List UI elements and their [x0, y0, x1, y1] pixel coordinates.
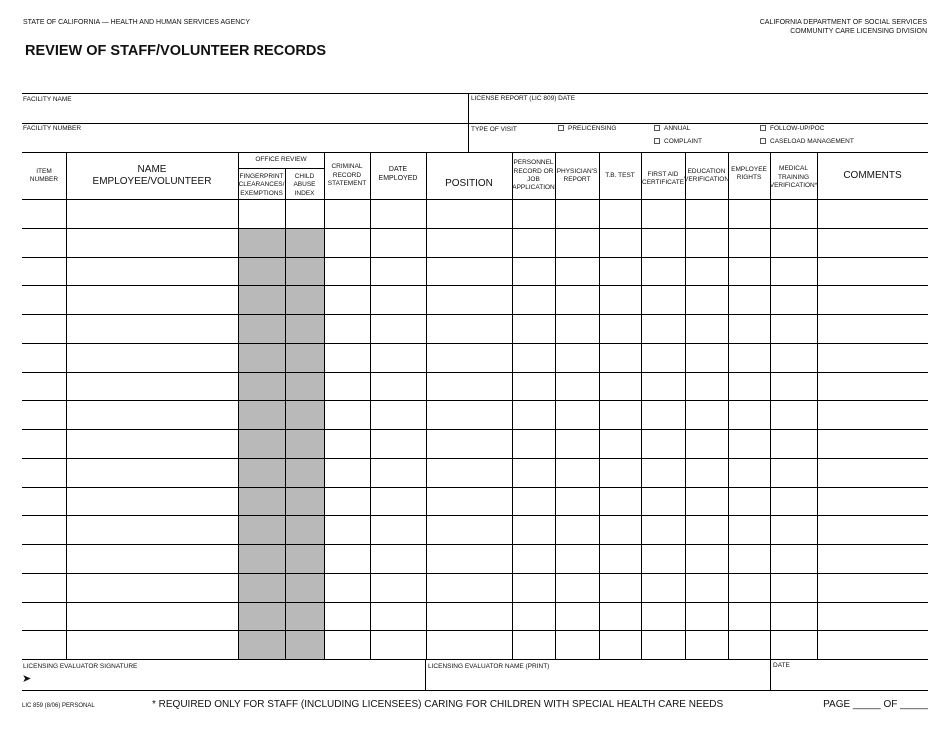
table-cell[interactable] — [600, 574, 640, 601]
table-cell[interactable] — [818, 229, 927, 256]
table-cell[interactable] — [642, 545, 684, 572]
table-cell[interactable] — [771, 574, 816, 601]
table-cell[interactable] — [371, 488, 425, 515]
table-cell[interactable] — [600, 401, 640, 428]
visit-caseload[interactable] — [760, 138, 854, 146]
table-cell[interactable] — [23, 430, 65, 457]
table-cell[interactable] — [729, 229, 769, 256]
table-cell[interactable] — [513, 229, 554, 256]
table-cell[interactable] — [556, 286, 598, 313]
table-cell[interactable] — [600, 258, 640, 285]
table-cell[interactable] — [427, 574, 511, 601]
table-cell[interactable] — [371, 315, 425, 342]
table-cell[interactable] — [600, 315, 640, 342]
table-cell[interactable] — [23, 488, 65, 515]
table-cell[interactable] — [818, 574, 927, 601]
table-cell[interactable] — [513, 545, 554, 572]
col-tb-test: T.B. TEST — [605, 171, 635, 179]
form-id: LIC 859 (8/06) PERSONAL — [22, 703, 95, 709]
table-cell[interactable] — [729, 401, 769, 428]
page-title: REVIEW OF STAFF/VOLUNTEER RECORDS — [25, 43, 327, 59]
table-cell[interactable] — [325, 229, 369, 256]
checkbox-prelicensing[interactable] — [558, 125, 564, 131]
table-cell[interactable] — [23, 459, 65, 486]
table-cell[interactable] — [325, 459, 369, 486]
col-criminal-record: CRIMINAL RECORD STATEMENT — [327, 163, 367, 188]
table-cell[interactable] — [600, 488, 640, 515]
table-cell[interactable] — [729, 488, 769, 515]
col-medical-training: MEDICAL TRAINING VERIFICATION* — [769, 165, 818, 190]
table-cell[interactable] — [556, 430, 598, 457]
table-cell[interactable] — [729, 574, 769, 601]
info-divider — [468, 93, 469, 152]
table-cell[interactable] — [513, 200, 554, 227]
visit-follow-up[interactable] — [760, 125, 824, 133]
department-label: CALIFORNIA DEPARTMENT OF SOCIAL SERVICES — [759, 19, 927, 26]
table-cell[interactable] — [67, 516, 237, 543]
table-cell[interactable] — [371, 516, 425, 543]
table-cell[interactable] — [556, 516, 598, 543]
table-cell[interactable] — [600, 430, 640, 457]
table-cell[interactable] — [729, 286, 769, 313]
table-cell[interactable] — [325, 401, 369, 428]
table-cell[interactable] — [371, 401, 425, 428]
table-cell[interactable] — [729, 459, 769, 486]
table-cell[interactable] — [686, 488, 727, 515]
table-cell[interactable] — [600, 545, 640, 572]
table-cell[interactable] — [325, 344, 369, 371]
table-cell[interactable] — [556, 401, 598, 428]
table-cell[interactable] — [729, 373, 769, 400]
table-cell[interactable] — [23, 229, 65, 256]
name-print-label: LICENSING EVALUATOR NAME (PRINT) — [428, 663, 550, 670]
col-first-aid: FIRST AID CERTIFICATE — [642, 170, 685, 186]
table-cell[interactable] — [686, 315, 727, 342]
table-cell[interactable] — [67, 603, 237, 630]
visit-complaint-label: COMPLAINT — [664, 138, 702, 145]
visit-caseload-label: CASELOAD MANAGEMENT — [770, 138, 854, 145]
table-cell[interactable] — [600, 200, 640, 227]
table-cell[interactable] — [729, 315, 769, 342]
table-cell[interactable] — [23, 401, 65, 428]
col-item-number: ITEM NUMBER — [29, 167, 59, 183]
table-cell[interactable] — [818, 430, 927, 457]
table-cell[interactable] — [427, 516, 511, 543]
checkbox-complaint[interactable] — [654, 138, 660, 144]
table-cell[interactable] — [325, 574, 369, 601]
table-cell[interactable] — [556, 631, 598, 658]
table-cell[interactable] — [686, 574, 727, 601]
table-cell[interactable] — [513, 258, 554, 285]
signature-field[interactable] — [36, 672, 422, 688]
table-cell[interactable] — [686, 229, 727, 256]
table-cell[interactable] — [427, 286, 511, 313]
table-cell[interactable] — [371, 459, 425, 486]
table-cell[interactable] — [818, 373, 927, 400]
table-cell[interactable] — [729, 545, 769, 572]
table-cell[interactable] — [729, 430, 769, 457]
col-education: EDUCATION VERIFICATION — [684, 167, 730, 183]
col-date-employed: DATE EMPLOYED — [378, 165, 418, 182]
table-cell[interactable] — [556, 229, 598, 256]
table-cell[interactable] — [686, 373, 727, 400]
table-cell[interactable] — [556, 603, 598, 630]
table-cell[interactable] — [771, 488, 816, 515]
table-cell[interactable] — [427, 258, 511, 285]
table-cell[interactable] — [556, 344, 598, 371]
table-cell[interactable] — [427, 459, 511, 486]
table-cell[interactable] — [325, 430, 369, 457]
table-cell[interactable] — [818, 631, 927, 658]
table-cell[interactable] — [818, 488, 927, 515]
table-cell[interactable] — [371, 545, 425, 572]
table-cell[interactable] — [556, 200, 598, 227]
table-cell[interactable] — [371, 229, 425, 256]
table-cell[interactable] — [600, 229, 640, 256]
table-cell[interactable] — [642, 574, 684, 601]
visit-prelicensing[interactable] — [558, 125, 616, 133]
table-cell[interactable] — [771, 373, 816, 400]
type-of-visit-label: TYPE OF VISIT — [471, 126, 517, 133]
table-cell[interactable] — [427, 430, 511, 457]
visit-complaint[interactable] — [654, 138, 702, 146]
table-cell[interactable] — [67, 286, 237, 313]
table-cell[interactable] — [371, 344, 425, 371]
table-cell[interactable] — [67, 344, 237, 371]
table-cell[interactable] — [600, 344, 640, 371]
table-cell[interactable] — [556, 459, 598, 486]
table-cell[interactable] — [371, 430, 425, 457]
table-cell[interactable] — [371, 373, 425, 400]
table-cell[interactable] — [729, 200, 769, 227]
facility-number-label: FACILITY NUMBER — [23, 125, 82, 132]
table-cell[interactable] — [771, 459, 816, 486]
table-cell[interactable] — [371, 258, 425, 285]
table-cell[interactable] — [325, 373, 369, 400]
table-cell[interactable] — [642, 401, 684, 428]
table-cell[interactable] — [325, 516, 369, 543]
col-name — [66, 153, 238, 199]
table-cell[interactable] — [729, 344, 769, 371]
table-cell[interactable] — [771, 631, 816, 658]
office-review-rule — [238, 168, 324, 169]
table-cell[interactable] — [513, 488, 554, 515]
table-cell[interactable] — [325, 631, 369, 658]
date-field[interactable] — [773, 672, 926, 688]
table-cell[interactable] — [556, 545, 598, 572]
checkbox-follow-up[interactable] — [760, 125, 766, 131]
license-report-date-field[interactable] — [471, 105, 926, 121]
table-cell[interactable] — [23, 603, 65, 630]
table-cell[interactable] — [818, 344, 927, 371]
table-cell[interactable] — [427, 603, 511, 630]
table-cell[interactable] — [513, 430, 554, 457]
table-cell[interactable] — [686, 401, 727, 428]
table-cell[interactable] — [371, 631, 425, 658]
table-cell[interactable] — [642, 258, 684, 285]
table-cell[interactable] — [513, 631, 554, 658]
table-cell[interactable] — [600, 373, 640, 400]
table-cell[interactable] — [513, 401, 554, 428]
table-cell[interactable] — [67, 430, 237, 457]
footer-divider — [770, 659, 771, 690]
table-cell[interactable] — [771, 258, 816, 285]
table-cell[interactable] — [600, 516, 640, 543]
table-cell[interactable] — [556, 258, 598, 285]
visit-annual[interactable] — [654, 125, 690, 133]
table-row-rule — [22, 659, 928, 660]
table-cell[interactable] — [729, 258, 769, 285]
table-cell[interactable] — [771, 516, 816, 543]
col-name-line1: NAME — [137, 163, 167, 175]
table-cell[interactable] — [513, 315, 554, 342]
table-cell[interactable] — [556, 574, 598, 601]
table-cell[interactable] — [67, 200, 237, 227]
table-cell[interactable] — [23, 545, 65, 572]
table-cell[interactable] — [23, 286, 65, 313]
table-cell[interactable] — [325, 488, 369, 515]
table-cell[interactable] — [67, 459, 237, 486]
table-cell[interactable] — [771, 430, 816, 457]
table-cell[interactable] — [771, 603, 816, 630]
visit-follow-up-label: FOLLOW-UP/POC — [770, 125, 825, 132]
table-cell[interactable] — [556, 488, 598, 515]
footer-bottom-rule — [22, 690, 928, 691]
table-cell[interactable] — [686, 516, 727, 543]
table-cell[interactable] — [23, 258, 65, 285]
table-cell[interactable] — [427, 488, 511, 515]
col-personnel-record: PERSONNEL RECORD OR JOB APPLICATION — [512, 159, 555, 192]
table-cell[interactable] — [686, 258, 727, 285]
table-cell[interactable] — [67, 631, 237, 658]
table-cell[interactable] — [818, 516, 927, 543]
table-cell[interactable] — [600, 603, 640, 630]
table-cell[interactable] — [67, 488, 237, 515]
table-cell[interactable] — [67, 574, 237, 601]
footer-divider — [425, 659, 426, 690]
visit-annual-label: ANNUAL — [664, 125, 691, 132]
table-cell[interactable] — [771, 229, 816, 256]
table-cell[interactable] — [729, 516, 769, 543]
table-cell[interactable] — [427, 401, 511, 428]
table-cell[interactable] — [818, 200, 927, 227]
table-cell[interactable] — [513, 603, 554, 630]
table-cell[interactable] — [513, 373, 554, 400]
table-cell[interactable] — [771, 344, 816, 371]
footnote: * REQUIRED ONLY FOR STAFF (INCLUDING LICENSEES) CARING FOR CHILDREN WITH SPECIAL HEALTH CARE NEEDS — [152, 699, 724, 710]
table-cell[interactable] — [325, 315, 369, 342]
table-cell[interactable] — [67, 258, 237, 285]
checkbox-annual[interactable] — [654, 125, 660, 131]
table-cell[interactable] — [600, 459, 640, 486]
table-cell[interactable] — [67, 373, 237, 400]
rule-mid — [22, 123, 928, 124]
rule-top — [22, 93, 928, 94]
table-cell[interactable] — [23, 315, 65, 342]
table-cell[interactable] — [686, 545, 727, 572]
table-cell[interactable] — [67, 545, 237, 572]
col-fingerprint: FINGERPRINT CLEARANCES/ EXEMPTIONS — [238, 172, 285, 197]
table-cell[interactable] — [818, 401, 927, 428]
table-cell[interactable] — [818, 603, 927, 630]
table-cell[interactable] — [513, 574, 554, 601]
table-cell[interactable] — [23, 574, 65, 601]
table-cell[interactable] — [686, 603, 727, 630]
col-physicians-report: PHYSICIAN'S REPORT — [556, 167, 598, 183]
table-cell[interactable] — [600, 286, 640, 313]
table-cell[interactable] — [818, 315, 927, 342]
table-cell[interactable] — [325, 545, 369, 572]
table-cell[interactable] — [325, 603, 369, 630]
table-cell[interactable] — [686, 459, 727, 486]
table-cell[interactable] — [818, 286, 927, 313]
col-child-abuse: CHILD ABUSE INDEX — [293, 172, 316, 197]
table-cell[interactable] — [818, 459, 927, 486]
table-cell[interactable] — [642, 603, 684, 630]
table-cell[interactable] — [642, 315, 684, 342]
table-cell[interactable] — [23, 373, 65, 400]
visit-prelicensing-label: PRELICENSING — [568, 125, 617, 132]
table-cell[interactable] — [771, 401, 816, 428]
table-cell[interactable] — [427, 373, 511, 400]
table-cell[interactable] — [642, 229, 684, 256]
table-cell[interactable] — [67, 229, 237, 256]
table-cell[interactable] — [771, 315, 816, 342]
table-cell[interactable] — [23, 631, 65, 658]
date-label: DATE — [773, 662, 790, 669]
table-cell[interactable] — [642, 344, 684, 371]
col-position: POSITION — [445, 177, 493, 189]
table-cell[interactable] — [513, 516, 554, 543]
table-cell[interactable] — [771, 200, 816, 227]
table-cell[interactable] — [729, 603, 769, 630]
table-cell[interactable] — [325, 200, 369, 227]
table-cell[interactable] — [23, 200, 65, 227]
table-cell[interactable] — [427, 631, 511, 658]
table-cell[interactable] — [427, 315, 511, 342]
table-cell[interactable] — [427, 344, 511, 371]
table-cell[interactable] — [818, 258, 927, 285]
table-cell[interactable] — [23, 344, 65, 371]
table-cell[interactable] — [513, 459, 554, 486]
facility-name-field[interactable] — [23, 106, 463, 121]
table-cell[interactable] — [642, 631, 684, 658]
table-cell[interactable] — [371, 574, 425, 601]
table-cell[interactable] — [556, 315, 598, 342]
table-cell[interactable] — [371, 200, 425, 227]
checkbox-caseload[interactable] — [760, 138, 766, 144]
table-cell[interactable] — [513, 344, 554, 371]
division-label: COMMUNITY CARE LICENSING DIVISION — [790, 28, 927, 35]
facility-number-field[interactable] — [23, 135, 463, 150]
table-cell[interactable] — [325, 286, 369, 313]
arrow-icon: ➤ — [22, 673, 32, 685]
table-cell[interactable] — [600, 631, 640, 658]
col-employee-rights: EMPLOYEE RIGHTS — [731, 165, 767, 181]
table-cell[interactable] — [67, 401, 237, 428]
table-cell[interactable] — [686, 631, 727, 658]
table-cell[interactable] — [729, 631, 769, 658]
table-cell[interactable] — [686, 200, 727, 227]
table-cell[interactable] — [371, 603, 425, 630]
table-cell[interactable] — [686, 344, 727, 371]
table-cell[interactable] — [686, 286, 727, 313]
table-cell[interactable] — [427, 545, 511, 572]
table-cell[interactable] — [513, 286, 554, 313]
table-cell[interactable] — [818, 545, 927, 572]
table-cell[interactable] — [771, 545, 816, 572]
table-cell[interactable] — [642, 488, 684, 515]
table-cell[interactable] — [642, 516, 684, 543]
table-cell[interactable] — [67, 315, 237, 342]
signature-label: LICENSING EVALUATOR SIGNATURE — [23, 663, 138, 670]
table-cell[interactable] — [642, 459, 684, 486]
col-name-line2: EMPLOYEE/VOLUNTEER — [92, 176, 212, 187]
page-of: PAGE _____ OF _____ — [823, 699, 928, 710]
table-cell[interactable] — [771, 286, 816, 313]
license-report-date-label: LICENSE REPORT (LIC 809) DATE — [471, 95, 576, 102]
table-cell[interactable] — [427, 229, 511, 256]
facility-name-label: FACILITY NAME — [23, 96, 72, 103]
table-cell[interactable] — [642, 286, 684, 313]
table-cell[interactable] — [686, 430, 727, 457]
col-office-review: OFFICE REVIEW — [255, 156, 307, 164]
agency-label: STATE OF CALIFORNIA — HEALTH AND HUMAN SERVICES AGENCY — [23, 19, 251, 26]
table-cell[interactable] — [556, 373, 598, 400]
table-cell[interactable] — [325, 258, 369, 285]
col-comments: COMMENTS — [843, 169, 902, 181]
table-cell[interactable] — [642, 430, 684, 457]
table-cell[interactable] — [642, 373, 684, 400]
table-cell[interactable] — [23, 516, 65, 543]
name-print-field[interactable] — [428, 672, 766, 688]
table-cell[interactable] — [371, 286, 425, 313]
